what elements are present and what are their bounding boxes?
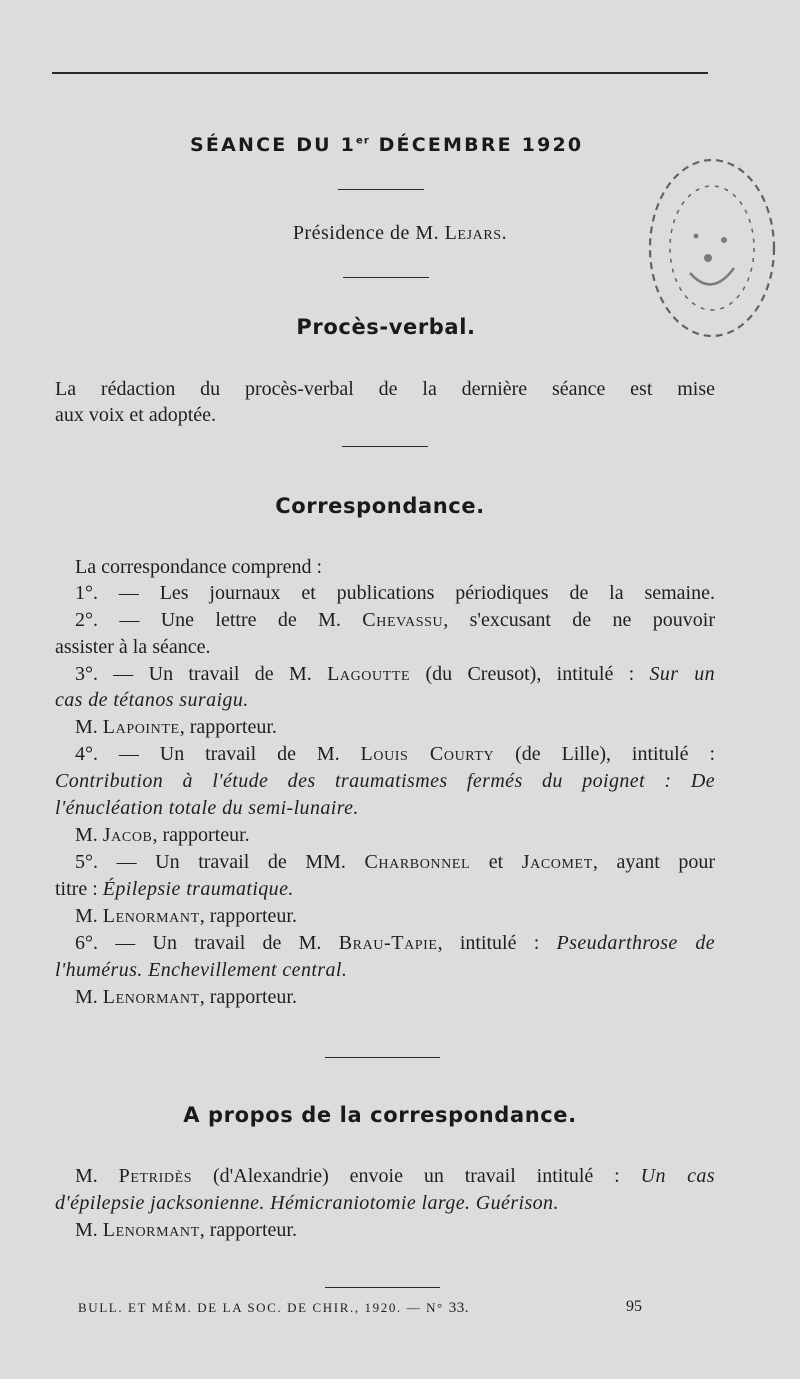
corr-item-5-pre: 5°. — Un travail de MM. — [75, 851, 365, 873]
corr-item-2 — [55, 609, 715, 632]
session-title-rest: DÉCEMBRE 1920 — [369, 134, 584, 156]
divider-rule — [338, 189, 424, 190]
author-name: Lagoutte — [327, 663, 411, 685]
corr-item-6-pre: 6°. — Un travail de M. — [75, 932, 339, 954]
corr-item-6-line-2 — [55, 959, 715, 982]
corr-item-1: 1°. — Les journaux et publications périodiques de la semaine. — [75, 582, 715, 604]
work-title: cas de tétanos suraigu. — [55, 689, 249, 711]
divider-rule — [343, 277, 429, 278]
corr-item-2-post: , s'excusant de ne pouvoir — [443, 609, 716, 631]
work-title: Épilepsie traumatique. — [102, 878, 294, 900]
corr-item-2-line-2: assister à la séance. — [55, 636, 211, 658]
author-name: Jacomet — [521, 851, 593, 873]
a-propos-heading: A propos de la correspondance. — [183, 1103, 577, 1127]
a-propos-rapporteur — [55, 1219, 715, 1242]
rapporteur-suffix: , rapporteur. — [199, 986, 297, 1008]
author-name: Charbonnel — [364, 851, 471, 873]
proces-verbal-heading: Procès-verbal. — [296, 315, 476, 339]
author-name: Petridès — [118, 1165, 193, 1187]
work-title: d'épilepsie jacksonienne. Hémicraniotomie large. Guérison. — [55, 1192, 559, 1214]
rapporteur-prefix: M. — [75, 1219, 103, 1241]
work-title: l'humérus. Enchevillement central. — [55, 959, 348, 981]
proces-verbal-line-2: aux voix et adoptée. — [55, 404, 217, 426]
author-name: Louis Courty — [360, 743, 495, 765]
divider-rule — [342, 446, 428, 447]
corr-item-3-post: (du Creusot), intitulé : — [410, 663, 650, 685]
rapporteur-suffix: , rapporteur. — [199, 1219, 297, 1241]
president-name: Lejars — [444, 222, 502, 244]
rapporteur-suffix: , rapporteur. — [199, 905, 297, 927]
corr-item-4-line-3 — [55, 797, 715, 820]
rapporteur-name: Lenormant — [102, 986, 200, 1008]
footer-citation: BULL. ET MÉM. DE LA SOC. DE CHIR., 1920. — N° — [78, 1300, 444, 1315]
corr-item-2-pre: 2°. — Une lettre de M. — [75, 609, 363, 631]
work-title: l'énucléation totale du semi-lunaire. — [55, 797, 359, 819]
corr-item-3-rapporteur — [55, 716, 715, 739]
corr-item-4-rapporteur — [55, 824, 715, 847]
rapporteur-suffix: , rapporteur. — [179, 716, 277, 738]
work-title: Sur un — [649, 663, 715, 685]
running-footer — [78, 1300, 718, 1317]
work-title: Pseudarthrose de — [556, 932, 715, 954]
rapporteur-name: Lenormant — [102, 1219, 200, 1241]
rapporteur-name: Lapointe — [102, 716, 180, 738]
author-name: Brau-Tapie — [338, 932, 438, 954]
session-title-prefix: SÉANCE DU 1 — [190, 134, 357, 156]
corr-item-6-post: , intitulé : — [437, 932, 557, 954]
corr-item-4 — [55, 743, 715, 766]
rapporteur-prefix: M. — [75, 986, 103, 1008]
corr-item-5-line-2 — [55, 878, 715, 901]
corr-item-4-pre: 4°. — Un travail de M. — [75, 743, 361, 765]
corr-item-5-post: , ayant pour — [592, 851, 715, 873]
corr-item-5-rapporteur — [55, 905, 715, 928]
corr-item-5-mid: et — [470, 851, 522, 873]
library-stamp-icon — [630, 148, 790, 358]
a-propos-line-1 — [55, 1165, 715, 1188]
corr-item-3-line-2 — [55, 689, 715, 712]
corr-item-4-line-2 — [55, 770, 715, 793]
corr-item-3-pre: 3°. — Un travail de M. — [75, 663, 328, 685]
author-name: Chevassu — [362, 609, 444, 631]
corr-item-6 — [55, 932, 715, 955]
issue-number: 33. — [448, 1300, 469, 1316]
corr-item-5 — [55, 851, 715, 874]
top-rule — [52, 72, 708, 74]
divider-rule — [325, 1057, 440, 1058]
rapporteur-name: Jacob — [102, 824, 153, 846]
page-number: 95 — [626, 1298, 642, 1315]
session-title-sup: er — [356, 135, 370, 147]
a-propos-pre: M. — [75, 1165, 119, 1187]
session-title — [190, 134, 583, 156]
a-propos-post: (d'Alexandrie) envoie un travail intitulé : — [192, 1165, 641, 1187]
rapporteur-prefix: M. — [75, 905, 103, 927]
rapporteur-name: Lenormant — [102, 905, 200, 927]
corr-item-5-line-2-pre: titre : — [55, 878, 103, 900]
rapporteur-prefix: M. — [75, 824, 103, 846]
corr-item-4-post: (de Lille), intitulé : — [494, 743, 715, 765]
presidency-text: Présidence de M. — [292, 222, 445, 244]
corr-item-3 — [55, 663, 715, 686]
correspondance-heading: Correspondance. — [275, 494, 485, 518]
work-title: Contribution à l'étude des traumatismes fermés du poignet : De — [55, 770, 715, 792]
a-propos-line-2 — [55, 1192, 715, 1215]
corr-item-6-rapporteur — [55, 986, 715, 1009]
work-title: Un cas — [640, 1165, 715, 1187]
footer-rule — [325, 1287, 440, 1288]
presidency-end: . — [501, 222, 508, 244]
rapporteur-prefix: M. — [75, 716, 103, 738]
rapporteur-suffix: , rapporteur. — [152, 824, 250, 846]
proces-verbal-line-1: La rédaction du procès-verbal de la dernière séance est mise — [55, 378, 715, 400]
correspondance-intro: La correspondance comprend : — [75, 556, 323, 578]
